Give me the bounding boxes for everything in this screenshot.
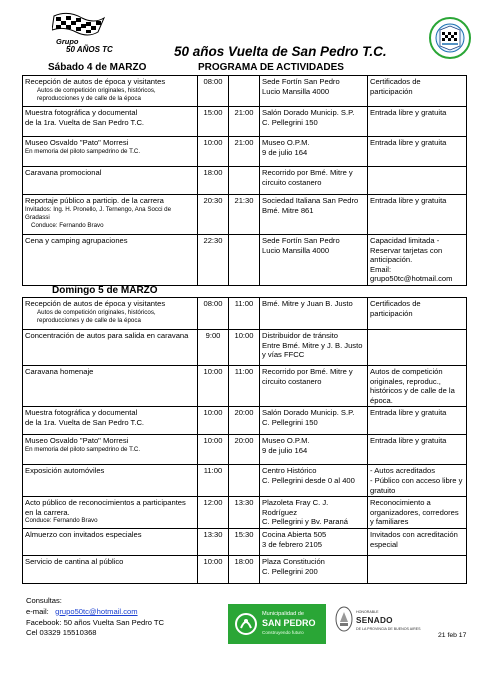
saturday-schedule-table xyxy=(22,75,467,286)
start-time-cell: 10:00 xyxy=(198,555,229,583)
document-date: 21 feb 17 xyxy=(438,632,467,639)
page-title: 50 años Vuelta de San Pedro T.C. xyxy=(174,44,387,59)
table-row xyxy=(23,167,467,195)
saturday-title: Sábado 4 de MARZO xyxy=(48,62,147,73)
start-time-cell: 08:00 xyxy=(198,76,229,107)
table-row xyxy=(23,76,467,107)
municipalidad-logo xyxy=(228,604,326,644)
event-cell: Museo Osvaldo "Pato" Morresi En memoria del piloto sampedrino de T.C. xyxy=(23,137,198,167)
senado-logo xyxy=(334,604,421,644)
contact-block xyxy=(26,596,164,639)
table-row xyxy=(23,107,467,137)
start-time-cell: 13:30 xyxy=(198,528,229,555)
end-time-cell: 21:00 xyxy=(229,107,260,137)
notes-cell: Certificados de participación xyxy=(368,76,467,107)
end-time-cell xyxy=(229,465,260,497)
table-row xyxy=(23,435,467,465)
place-cell: Bmé. Mitre y Juan B. Justo xyxy=(260,298,368,330)
notes-cell xyxy=(368,167,467,195)
table-row xyxy=(23,366,467,407)
end-time-cell: 20:00 xyxy=(229,435,260,465)
sunday-schedule-table xyxy=(22,297,467,584)
place-cell: Cocina Abierta 505 3 de febrero 2105 xyxy=(260,528,368,555)
circular-emblem-logo xyxy=(428,16,472,60)
email-link[interactable]: grupo50tc@hotmail.com xyxy=(55,606,138,616)
muni-line3: Construyendo futuro xyxy=(262,630,304,635)
muni-line1: Municipalidad de xyxy=(262,611,304,617)
notes-cell: Entrada libre y gratuita xyxy=(368,195,467,235)
event-cell: Reportaje público a particip. de la carrera Invitados: Ing. H. Pronello, J. Ternengo, Ana Socci de Gradassi Conduce: Fernando Bravo xyxy=(23,195,198,235)
start-time-cell: 18:00 xyxy=(198,167,229,195)
place-cell: Salón Dorado Municip. S.P. C. Pellegrini 150 xyxy=(260,407,368,435)
notes-cell: Entrada libre y gratuita xyxy=(368,137,467,167)
place-cell: Recorrido por Bmé. Mitre y circuito costanero xyxy=(260,366,368,407)
start-time-cell: 15:00 xyxy=(198,107,229,137)
start-time-cell: 10:00 xyxy=(198,137,229,167)
muni-line2: SAN PEDRO xyxy=(262,618,316,628)
event-cell: Servicio de cantina al público xyxy=(23,555,198,583)
place-cell: Salón Dorado Municip. S.P. C. Pellegrini 150 xyxy=(260,107,368,137)
senado-name-text: SENADO xyxy=(356,616,393,625)
start-time-cell: 9:00 xyxy=(198,330,229,366)
end-time-cell: 18:00 xyxy=(229,555,260,583)
senado-seal-icon xyxy=(334,604,354,634)
place-cell: Museo O.P.M. 9 de julio 164 xyxy=(260,137,368,167)
event-cell: Almuerzo con invitados especiales xyxy=(23,528,198,555)
place-cell: Sociedad Italiana San Pedro Bmé. Mitre 861 xyxy=(260,195,368,235)
table-row xyxy=(23,330,467,366)
table-row xyxy=(23,497,467,529)
end-time-cell: 11:00 xyxy=(229,298,260,330)
place-cell: Sede Fortín San Pedro Lucio Mansilla 4000 xyxy=(260,235,368,286)
table-row xyxy=(23,298,467,330)
facebook-line: Facebook: 50 años Vuelta San Pedro TC xyxy=(26,617,165,627)
event-cell: Museo Osvaldo "Pato" Morresi En memoria del piloto sampedrino de T.C. xyxy=(23,435,198,465)
notes-cell: Entrada libre y gratuita xyxy=(368,407,467,435)
place-cell: Centro Histórico C. Pellegrini desde 0 al 400 xyxy=(260,465,368,497)
place-cell: Sede Fortín San Pedro Lucio Mansilla 4000 xyxy=(260,76,368,107)
event-cell: Recepción de autos de época y visitantes Autos de competición originales, históricos, reproducciones y de calle de la época xyxy=(23,298,198,330)
place-cell: Plaza Constitución C. Pellegrini 200 xyxy=(260,555,368,583)
notes-cell: Certificados de participación xyxy=(368,298,467,330)
table-row xyxy=(23,465,467,497)
place-cell: Plazoleta Fray C. J. Rodríguez C. Pellegrini y Bv. Paraná xyxy=(260,497,368,529)
event-cell: Cena y camping agrupaciones xyxy=(23,235,198,286)
end-time-cell xyxy=(229,235,260,286)
place-cell: Distribuidor de tránsito Entre Bmé. Mitre y J. B. Justo y vías FFCC xyxy=(260,330,368,366)
event-cell: Muestra fotográfica y documental de la 1ra. Vuelta de San Pedro T.C. xyxy=(23,407,198,435)
start-time-cell: 22:30 xyxy=(198,235,229,286)
phone-line: Cel 03329 15510368 xyxy=(26,628,97,638)
place-cell: Museo O.P.M. 9 de julio 164 xyxy=(260,435,368,465)
logo-anos-text: 50 AÑOS TC xyxy=(66,45,113,54)
senado-bottom-text: DE LA PROVINCIA DE BUENOS AIRES xyxy=(356,627,421,631)
end-time-cell: 10:00 xyxy=(229,330,260,366)
end-time-cell xyxy=(229,167,260,195)
end-time-cell: 15:30 xyxy=(229,528,260,555)
table-row xyxy=(23,555,467,583)
notes-cell: Entrada libre y gratuita xyxy=(368,107,467,137)
program-title: PROGRAMA DE ACTIVIDADES xyxy=(198,62,344,73)
start-time-cell: 20:30 xyxy=(198,195,229,235)
notes-cell: Capacidad limitada - Reservar tarjetas con anticipación. Email: grupo50tc@hotmail.com xyxy=(368,235,467,286)
notes-cell xyxy=(368,555,467,583)
event-cell: Muestra fotográfica y documental de la 1ra. Vuelta de San Pedro T.C. xyxy=(23,107,198,137)
grupo-50-anos-logo xyxy=(48,12,122,58)
start-time-cell: 10:00 xyxy=(198,366,229,407)
table-row xyxy=(23,235,467,286)
notes-cell: - Autos acreditados - Público con acceso libre y gratuito xyxy=(368,465,467,497)
start-time-cell: 10:00 xyxy=(198,435,229,465)
contact-email-line xyxy=(26,607,164,618)
municipal-emblem-icon xyxy=(234,612,258,636)
start-time-cell: 11:00 xyxy=(198,465,229,497)
event-cell: Concentración de autos para salida en caravana xyxy=(23,330,198,366)
event-cell: Caravana homenaje xyxy=(23,366,198,407)
end-time-cell: 21:00 xyxy=(229,137,260,167)
start-time-cell: 12:00 xyxy=(198,497,229,529)
end-time-cell: 20:00 xyxy=(229,407,260,435)
notes-cell: Reconocimiento a organizadores, corredores y familiares xyxy=(368,497,467,529)
senado-top-text: HONORABLE xyxy=(356,610,379,614)
logo-grupo-text: Grupo xyxy=(56,37,79,46)
notes-cell: Entrada libre y gratuita xyxy=(368,435,467,465)
event-cell: Exposición automóviles xyxy=(23,465,198,497)
notes-cell: Invitados con acreditación especial xyxy=(368,528,467,555)
start-time-cell: 08:00 xyxy=(198,298,229,330)
end-time-cell: 21:30 xyxy=(229,195,260,235)
end-time-cell: 11:00 xyxy=(229,366,260,407)
event-cell: Recepción de autos de época y visitantes Autos de competición originales, históricos, reproducciones y de calle de la época xyxy=(23,76,198,107)
start-time-cell: 10:00 xyxy=(198,407,229,435)
notes-cell: Autos de competición originales, reproduc., históricos y de calle de la época. xyxy=(368,366,467,407)
event-cell: Acto público de reconocimientos a participantes en la carrera. Conduce: Fernando Bravo xyxy=(23,497,198,529)
table-row xyxy=(23,528,467,555)
end-time-cell xyxy=(229,76,260,107)
sunday-title: Domingo 5 de MARZO xyxy=(52,285,158,296)
email-label: e-mail: xyxy=(26,606,49,616)
end-time-cell: 13:30 xyxy=(229,497,260,529)
place-cell: Recorrido por Bmé. Mitre y circuito costanero xyxy=(260,167,368,195)
notes-cell xyxy=(368,330,467,366)
contact-heading: Consultas: xyxy=(26,596,62,605)
event-cell: Caravana promocional xyxy=(23,167,198,195)
table-row xyxy=(23,407,467,435)
checkered-flag-icon xyxy=(52,12,106,38)
table-row xyxy=(23,195,467,235)
table-row xyxy=(23,137,467,167)
